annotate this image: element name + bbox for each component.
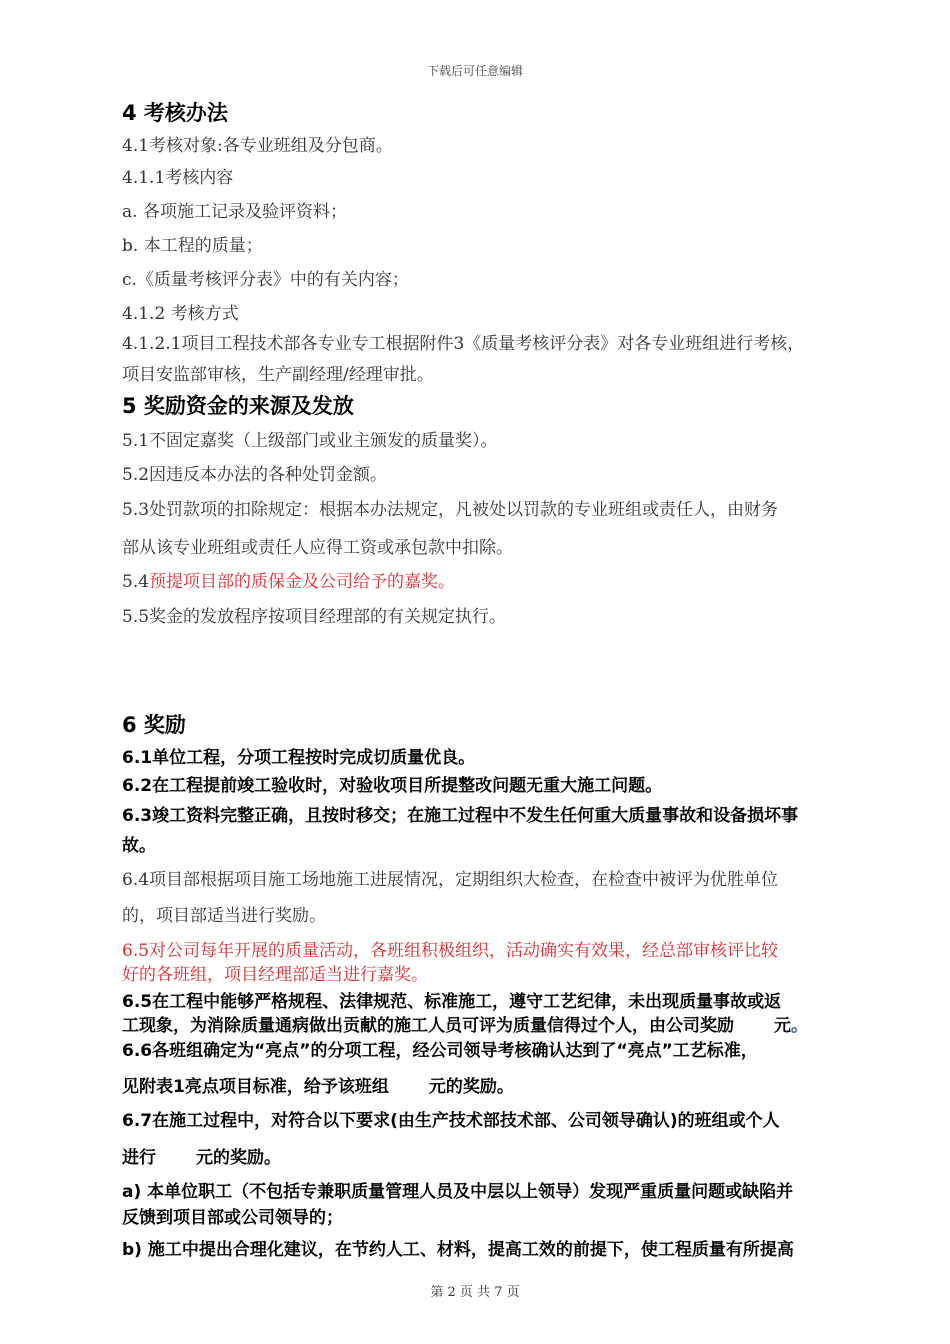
paragraph: 好的各班组，项目经理部适当进行嘉奖。 (122, 965, 428, 985)
paragraph: 5.5奖金的发放程序按项目经理部的有关规定执行。 (122, 607, 507, 627)
paragraph: 6.7在施工过程中，对符合以下要求(由生产技术部技术部、公司领导确认)的班组或个人 (122, 1111, 780, 1131)
paragraph (122, 1015, 808, 1037)
paragraph: 5.1不固定嘉奖（上级部门或业主颁发的质量奖）。 (122, 431, 498, 451)
paragraph: 6.5在工程中能够严格规程、法律规范、标准施工，遵守工艺纪律，未出现质量事故或返 (122, 992, 782, 1012)
paragraph: a) 本单位职工（不包括专兼职质量管理人员及中层以上领导）发现严重质量问题或缺陷并 (122, 1182, 794, 1202)
blue-text: 。 (791, 1016, 808, 1036)
text: 元的奖励。 (196, 1148, 281, 1168)
page-footer: 第 2 页 共 7 页 (430, 1285, 520, 1300)
paragraph (122, 571, 455, 593)
paragraph: a. 各项施工记录及验评资料； (122, 202, 347, 222)
text: 元的奖励。 (428, 1077, 514, 1097)
paragraph: 项目安监部审核，生产副经理/经理审批。 (122, 365, 434, 385)
paragraph: 4.1.1考核内容 (122, 168, 234, 188)
section-4-heading: 4 考核办法 (122, 101, 228, 125)
paragraph (122, 1076, 514, 1098)
text: 见附表1亮点项目标准，给予该班组 (122, 1077, 389, 1097)
paragraph: 故。 (122, 836, 156, 856)
paragraph: 4.1考核对象:各专业班组及分包商。 (122, 136, 393, 156)
paragraph: 6.3竣工资料完整正确，且按时移交；在施工过程中不发生任何重大质量事故和设备损坏事 (122, 806, 799, 826)
paragraph: 部从该专业班组或责任人应得工资或承包款中扣除。 (122, 538, 513, 558)
paragraph: 4.1.2.1项目工程技术部各专业专工根据附件3《质量考核评分表》对各专业班组进行考核， (122, 334, 805, 354)
section-6-heading: 6 奖励 (122, 713, 186, 737)
page-header: 下载后可任意编辑 (426, 64, 523, 78)
paragraph: 6.6各班组确定为“亮点”的分项工程，经公司领导考核确认达到了“亮点”工艺标准， (122, 1041, 758, 1061)
paragraph: 的，项目部适当进行奖励。 (122, 906, 326, 926)
red-text: 预提项目部的质保金及公司给予的嘉奖。 (149, 572, 456, 592)
paragraph: 5.2因违反本办法的各种处罚金额。 (122, 465, 388, 485)
paragraph: 6.1单位工程，分项工程按时完成切质量优良。 (122, 748, 476, 768)
text: 元 (774, 1016, 791, 1036)
paragraph: b) 施工中提出合理化建议，在节约人工、材料，提高工效的前提下，使工程质量有所提高 (122, 1240, 794, 1260)
paragraph: b. 本工程的质量； (122, 236, 263, 256)
paragraph: 4.1.2 考核方式 (122, 304, 239, 324)
paragraph (122, 1147, 281, 1169)
section-5-heading: 5 奖励资金的来源及发放 (122, 394, 354, 418)
text: 工现象，为消除质量通病做出贡献的施工人员可评为质量信得过个人，由公司奖励 (122, 1016, 734, 1036)
clause-number: 5.4 (122, 572, 150, 592)
paragraph: 6.4项目部根据项目施工场地施工进展情况，定期组织大检查，在检查中被评为优胜单位 (122, 870, 779, 890)
text: 进行 (122, 1148, 156, 1168)
paragraph: 6.5对公司每年开展的质量活动，各班组积极组织，活动确实有效果，经总部审核评比较 (122, 941, 779, 961)
paragraph: 反馈到项目部或公司领导的； (122, 1208, 343, 1228)
paragraph: 5.3处罚款项的扣除规定：根据本办法规定，凡被处以罚款的专业班组或责任人，由财务 (122, 500, 779, 520)
paragraph: c.《质量考核评分表》中的有关内容； (122, 270, 409, 290)
paragraph: 6.2在工程提前竣工验收时，对验收项目所提整改问题无重大施工问题。 (122, 776, 663, 796)
